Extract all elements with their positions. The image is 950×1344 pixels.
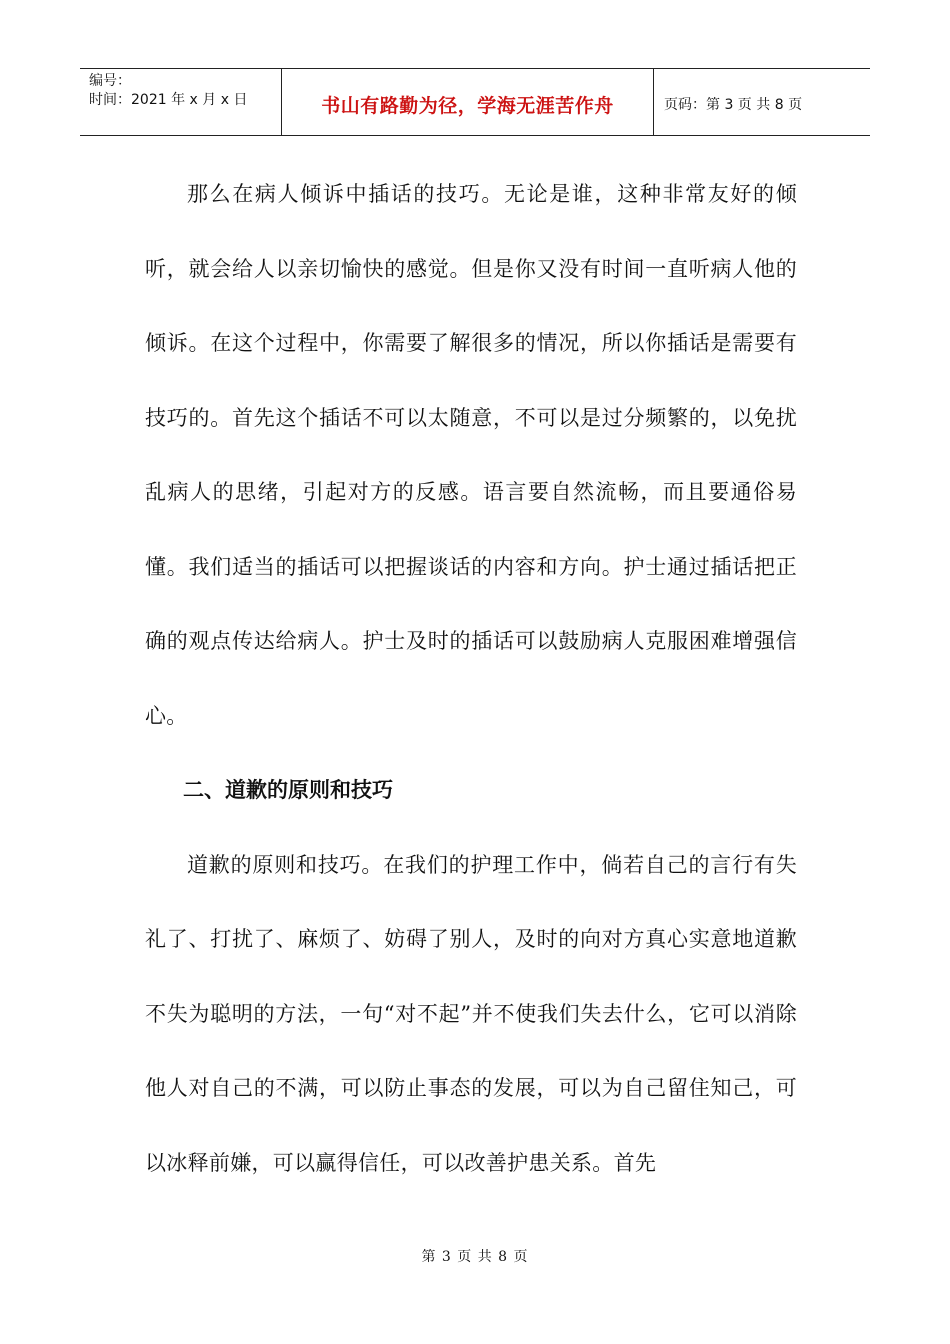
header-motto: 书山有路勤为径，学海无涯苦作舟	[282, 69, 654, 135]
number-label: 编号：	[89, 73, 131, 89]
page-header	[80, 68, 870, 136]
section-heading: 二、道歉的原则和技巧	[183, 778, 393, 802]
header-page-label: 页码：第 3 页 共 8 页	[664, 97, 803, 113]
body-paragraph-2: 道歉的原则和技巧。在我们的护理工作中，倘若自己的言行有失礼了、打扰了、麻烦了、妨碍了别人，及时的向对方真心实意地道歉不失为聪明的方法，一句“对不起”并不使我们失去什么，它可以消除他人对自己的不满，可以防止事态的发展，可以为自己留住知己，可以冰释前嫌，可以赢得信任，可以改善护患关系。首先	[145, 852, 797, 1175]
header-meta	[80, 69, 282, 135]
document-body	[145, 157, 797, 1200]
date-label: 时间：2021 年 x 月 x 日	[89, 92, 248, 108]
page-footer: 第 3 页 共 8 页	[421, 1249, 529, 1265]
body-paragraph-1: 那么在病人倾诉中插话的技巧。无论是谁，这种非常友好的倾听，就会给人以亲切愉快的感觉。但是你又没有时间一直听病人他的倾诉。在这个过程中，你需要了解很多的情况，所以你插话是需要有技巧的。首先这个插话不可以太随意，不可以是过分频繁的，以免扰乱病人的思绪，引起对方的反感。语言要自然流畅，而且要通俗易懂。我们适当的插话可以把握谈话的内容和方向。护士通过插话把正确的观点传达给病人。护士及时的插话可以鼓励病人克服困难增强信心。	[145, 182, 797, 728]
